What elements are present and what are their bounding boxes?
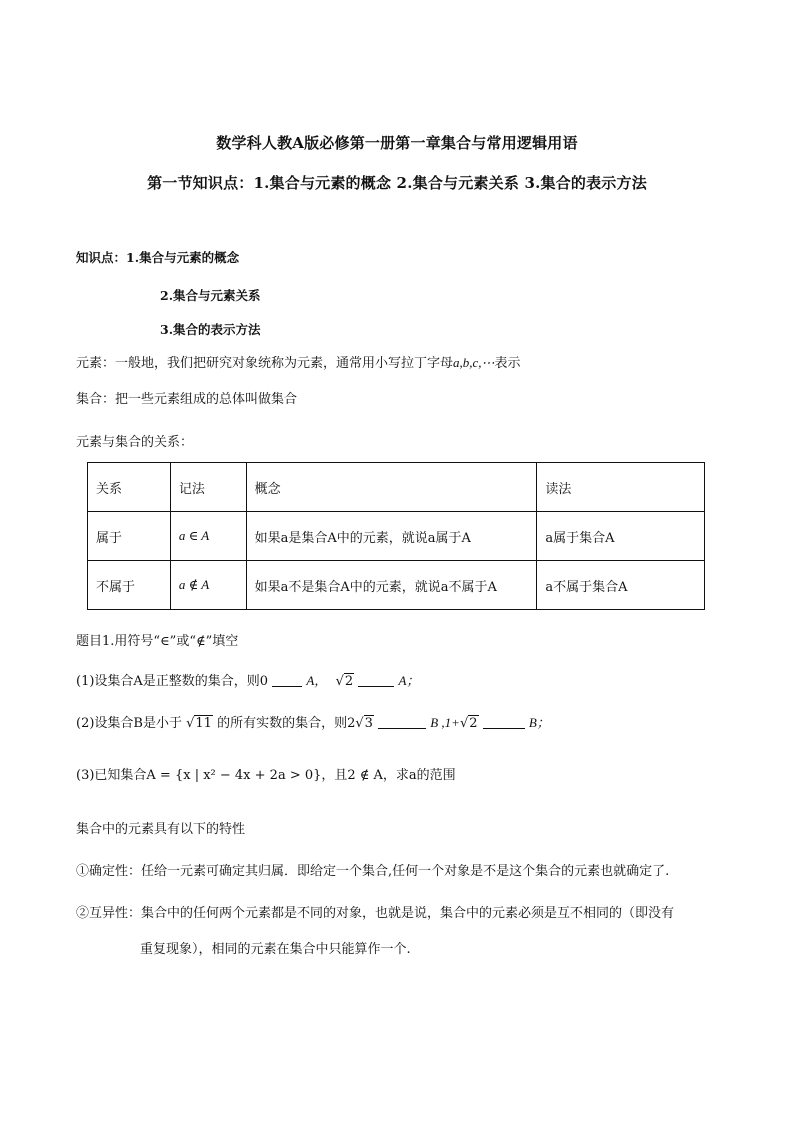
table-header-cell: 关系 bbox=[88, 463, 171, 512]
table-cell: a属于集合A bbox=[537, 512, 705, 561]
exercise-q2: (2)设集合B是小于 √11 的所有实数的集合，则2√3 B ,1+√2 B； bbox=[76, 715, 550, 731]
sqrt-symbol: √2 bbox=[335, 674, 354, 689]
property-distinctness: ②互异性：集合中的任何两个元素都是不同的对象，也就是说，集合中的元素必须是互不相同的（即没有 bbox=[76, 906, 675, 921]
element-definition: 元素：一般地，我们把研究对象统称为元素，通常用小写拉丁字母a,b,c,⋯表示 bbox=[76, 355, 521, 371]
page-title: 数学科人教A版必修第一册第一章集合与常用逻辑用语 bbox=[216, 134, 578, 152]
table-cell: 如果a不是集合A中的元素，就说a不属于A bbox=[246, 561, 537, 610]
answer-blank[interactable] bbox=[483, 716, 525, 729]
sqrt-symbol: √11 bbox=[186, 716, 212, 731]
knowledge-points bbox=[76, 248, 239, 266]
table-cell: a不属于集合A bbox=[537, 561, 705, 610]
exercise-heading: 题目1.用符号“∈”或“∉”填空 bbox=[76, 634, 239, 649]
page-subtitle: 第一节知识点：1.集合与元素的概念 2.集合与元素关系 3.集合的表示方法 bbox=[147, 174, 647, 192]
table-cell: 属于 bbox=[88, 512, 171, 561]
property-distinctness-cont: 重复现象），相同的元素在集合中只能算作一个. bbox=[140, 942, 411, 957]
table-header-row bbox=[88, 463, 705, 512]
relation-table bbox=[87, 462, 705, 610]
table-row bbox=[88, 561, 705, 610]
relation-heading: 元素与集合的关系： bbox=[76, 435, 194, 450]
knowledge-point-2: 2.集合与元素关系 bbox=[160, 288, 261, 303]
sqrt-symbol: √3 bbox=[355, 716, 373, 731]
property-determinacy: ①确定性：任给一元素可确定其归属．即给定一个集合,任何一个对象是不是这个集合的元素也就确定了. bbox=[76, 864, 670, 879]
table-cell: a ∉ A bbox=[170, 561, 246, 610]
sqrt-symbol: √2 bbox=[459, 716, 478, 731]
table-header-cell: 概念 bbox=[246, 463, 537, 512]
table-cell: a ∈ A bbox=[170, 512, 246, 561]
table-header-cell: 记法 bbox=[170, 463, 246, 512]
answer-blank[interactable] bbox=[378, 716, 426, 729]
properties-heading: 集合中的元素具有以下的特性 bbox=[76, 822, 246, 837]
knowledge-points-label: 知识点： bbox=[76, 250, 127, 265]
element-letters: a,b,c,⋯ bbox=[453, 355, 495, 370]
answer-blank[interactable] bbox=[272, 674, 302, 687]
exercise-q3: (3)已知集合A = {x | x² − 4x + 2a > 0}，且2 ∉ A，求a的范围 bbox=[76, 768, 456, 783]
table-row bbox=[88, 512, 705, 561]
knowledge-point-1: 1.集合与元素的概念 bbox=[126, 250, 240, 265]
exercise-q1: (1)设集合A是正整数的集合，则0 A， √2 A； bbox=[76, 673, 420, 689]
table-header-cell: 读法 bbox=[537, 463, 705, 512]
answer-blank[interactable] bbox=[358, 674, 394, 687]
knowledge-point-3: 3.集合的表示方法 bbox=[160, 322, 261, 337]
table-cell: 如果a是集合A中的元素，就说a属于A bbox=[246, 512, 537, 561]
set-definition: 集合：把一些元素组成的总体叫做集合 bbox=[76, 392, 298, 407]
table-cell: 不属于 bbox=[88, 561, 171, 610]
